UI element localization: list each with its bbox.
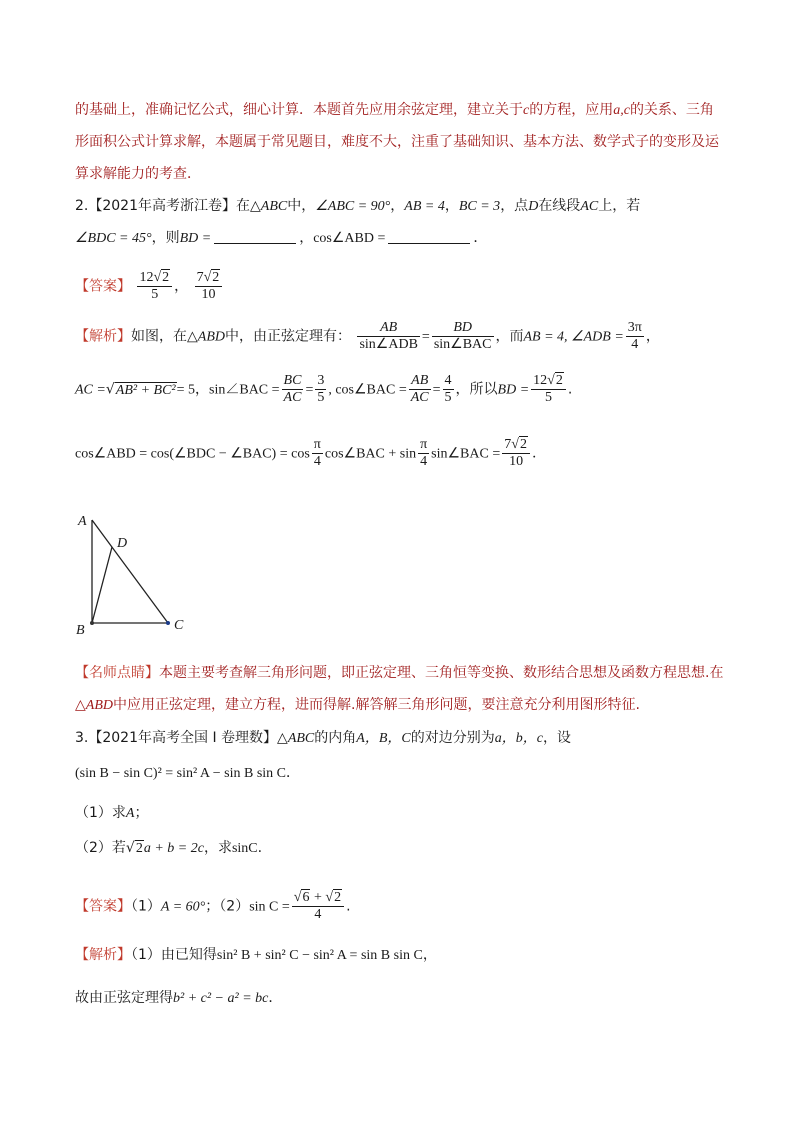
q2-tip-line-1: 【名师点睛】本题主要考查解三角形问题，即正弦定理、三角恒等变换、数形结合思想及函数方程思想.在 xyxy=(75,665,724,681)
q3-stem-line-1: 3.【2021年高考全国 I 卷理数】△ABC的内角A，B，C的对边分别为a，b，c，设 xyxy=(75,730,571,746)
q3-answer: 【答案】（1）A = 60°；（2）sin C = $\frac{√6 + √2}{4}$ . xyxy=(75,890,351,923)
q3-analysis-line-2: 故由正弦定理得b² + c² − a² = bc． xyxy=(75,990,283,1006)
segment-ac xyxy=(92,520,168,623)
segment-bd xyxy=(92,547,112,623)
label-d: D xyxy=(117,536,128,551)
answer-fraction-1: $\frac{12√2}{5}$ xyxy=(137,270,172,303)
point-b xyxy=(90,621,94,625)
q2-analysis-line-1: 【解析】如图，在△ABD中，由正弦定理有： $\frac{AB}{\text{sin∠ADB}}$ = $\frac{BD}{\text{sin∠BAC}}$ ，而AB = 4, ∠ADB = $\frac{3\pi}{4}$ ， xyxy=(75,320,660,353)
answer-blank-2[interactable] xyxy=(388,230,470,244)
q3-analysis-line-1: 【解析】（1）由已知得sin² B + sin² C − sin² A = sin B sin C， xyxy=(75,947,437,963)
point-c xyxy=(166,621,170,625)
label-a: A xyxy=(78,514,87,529)
fraction-3pi-4: $\frac{3\pi}{4}$ xyxy=(627,320,642,353)
answer-fraction-2: $\frac{7√2}{10}$ xyxy=(195,270,223,303)
q2-analysis-line-2: AC =√AB² + BC²= 5，sin∠BAC = $\frac{BC}{AC}$ = $\frac{3}{5}$ , cos∠BAC = $\frac{AB}{AC}$ = $\frac{4}{5}$ ，所以BD = $\frac{12√2}{5}$ . xyxy=(75,373,573,406)
q3-condition: (sin B − sin C)² = sin² A − sin B sin C． xyxy=(75,765,301,781)
answer-blank-1[interactable] xyxy=(214,230,296,244)
q2-answer: 【答案】 $\frac{12√2}{5}$ ， $\frac{7√2}{10}$ xyxy=(75,270,224,303)
fraction-bd-sinbac: $\frac{BD}{\text{sin∠BAC}}$ xyxy=(433,320,492,353)
intro-line-1: 的基础上，准确记忆公式，细心计算．本题首先应用余弦定理，建立关于c的方程，应用a,c的关系、三角 xyxy=(75,102,714,118)
q2-analysis-line-3: cos∠ABD = cos(∠BDC − ∠BAC) = cos $\frac{\pi}{4}$ cos∠BAC + sin $\frac{\pi}{4}$ sin∠BAC = $\frac{7√2}{10}$ . xyxy=(75,437,537,470)
intro-line-2: 形面积公式计算求解，本题属于常见题目，难度不大，注重了基础知识、基本方法、数学式子的变形及运 xyxy=(75,134,719,150)
q3-part-2: （2）若√2a + b = 2c，求sinC. xyxy=(75,840,263,856)
fraction-ab-sinadb: $\frac{AB}{\text{sin∠ADB}}$ xyxy=(359,320,418,353)
q2-tip-line-2: △ABD中应用正弦定理，建立方程，进而得解.解答解三角形问题，要注意充分利用图形特征. xyxy=(75,697,640,713)
q3-part-1: （1）求A； xyxy=(75,805,149,821)
q2-stem-line-1: 2.【2021年高考浙江卷】在△ABC中，∠ABC = 90°，AB = 4，BC = 3，点D在线段AC上，若 xyxy=(75,198,641,214)
triangle-figure xyxy=(70,505,200,640)
intro-line-3: 算求解能力的考查． xyxy=(75,166,201,182)
label-b: B xyxy=(76,623,85,638)
answer-fraction-sinc: $\frac{√6 + √2}{4}$ xyxy=(292,890,344,923)
q2-stem-line-2: ∠BDC = 45°，则BD = ，cos∠ABD = ． xyxy=(75,230,488,246)
label-c: C xyxy=(174,618,184,633)
